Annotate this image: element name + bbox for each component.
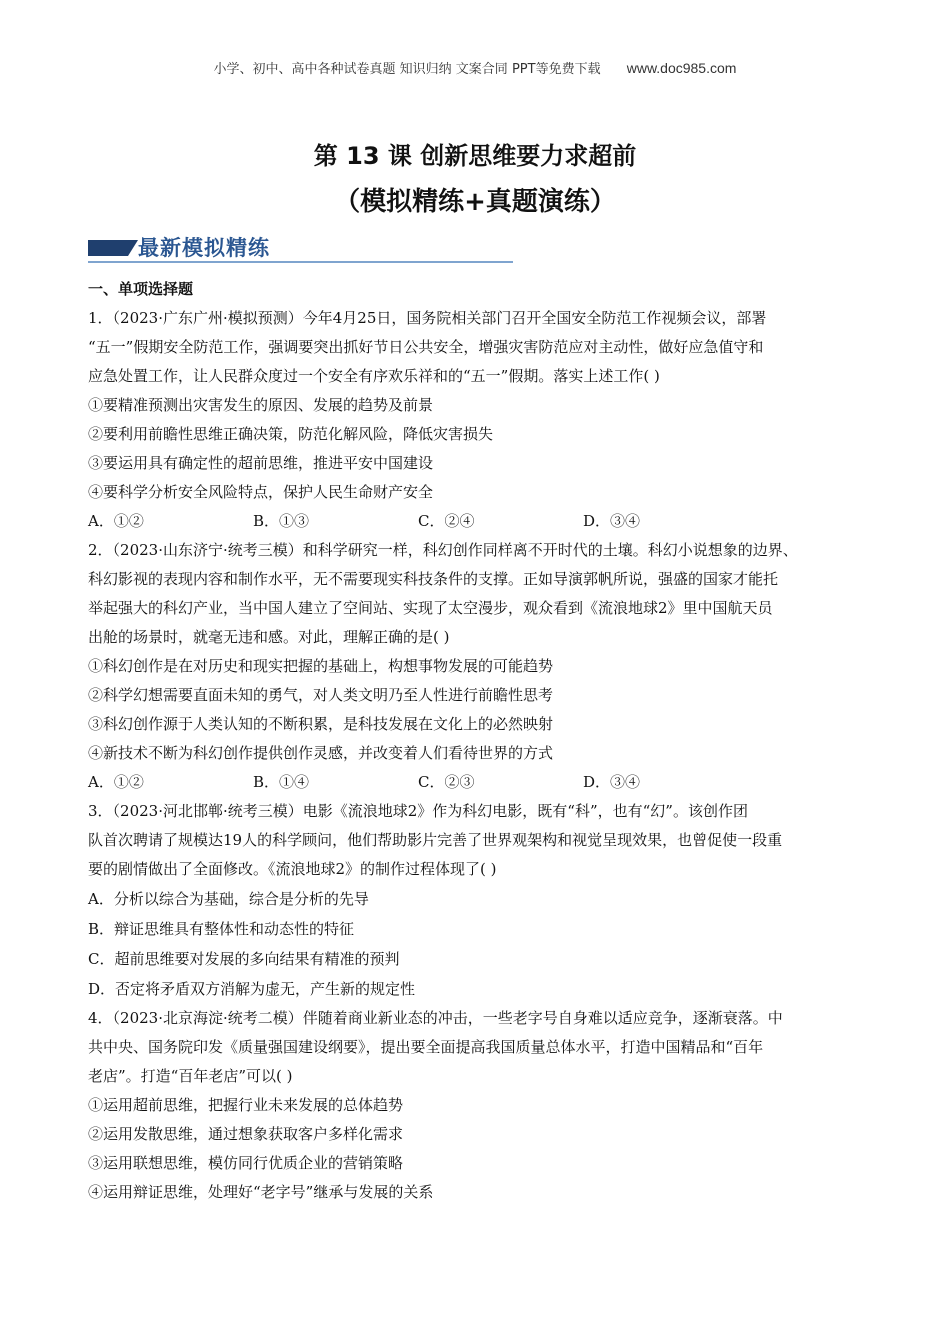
statement-item: ②科学幻想需要直面未知的勇气，对人类文明乃至人性进行前瞻性思考 [88,686,554,704]
option-b[interactable]: B．辩证思维具有整体性和动态性的特征 [88,920,355,938]
section-banner [88,232,513,264]
statement-item: ④要科学分析安全风险特点，保护人民生命财产安全 [88,483,434,501]
question-2 [88,536,868,797]
question-stem-line: 举起强大的科幻产业，当中国人建立了空间站、实现了太空漫步，观众看到《流浪地球2》里中国航天员 [88,599,773,617]
header-site[interactable]: www.doc985.com [626,60,737,76]
option-c[interactable]: C．②③ [418,773,475,791]
option-b[interactable]: B．①④ [253,773,310,791]
page-subtitle: （模拟精练+真题演练） [334,187,616,217]
banner-arrow [128,240,138,256]
question-stem-line: 科幻影视的表现内容和制作水平，无不需要现实科技条件的支撑。正如导演郭帆所说，强盛的国家才能托 [88,570,779,588]
question-stem-line: 1．（2023·广东广州·模拟预测）今年4月25日，国务院相关部门召开全国安全防范工作视频会议，部署 [88,309,767,327]
statement-item: ④运用辩证思维，处理好“老字号”继承与发展的关系 [88,1183,434,1201]
statement-item: ②要利用前瞻性思维正确决策，防范化解风险，降低灾害损失 [88,425,494,443]
page-title: 第 13 课 创新思维要力求超前 [313,142,637,170]
option-a[interactable]: A．①② [88,773,144,791]
banner-bar [88,240,128,256]
answer-options [88,507,868,536]
option-d[interactable]: D．③④ [583,773,641,791]
question-1 [88,304,868,536]
option-c[interactable]: C．②④ [418,512,475,530]
question-list [88,304,868,1207]
banner-label: 最新模拟精练 [138,236,270,260]
question-3 [88,797,868,1004]
option-a[interactable]: A．①② [88,512,144,530]
option-c[interactable]: C．超前思维要对发展的多向结果有精准的预判 [88,950,400,968]
question-stem-line: 应急处置工作，让人民群众度过一个安全有序欢乐祥和的“五一”假期。落实上述工作( ) [88,367,660,385]
question-stem-line: 2．（2023·山东济宁·统考三模）和科学研究一样，科幻创作同样离不开时代的土壤。科幻小说想象的边界、 [88,541,798,559]
statement-item: ③科幻创作源于人类认知的不断积累，是科技发展在文化上的必然映射 [88,715,554,733]
question-stem-line: 3．（2023·河北邯郸·统考三模）电影《流浪地球2》作为科幻电影，既有“科”，也有“幻”。该创作团 [88,802,748,820]
header-text: 小学、初中、高中各种试卷真题 知识归纳 文案合同 PPT等免费下载 [213,62,601,77]
answer-options [88,768,868,797]
question-stem-line: 队首次聘请了规模达19人的科学顾问，他们帮助影片完善了世界观架构和视觉呈现效果，也曾促使一段重 [88,831,783,849]
statement-item: ①科幻创作是在对历史和现实把握的基础上，构想事物发展的可能趋势 [88,657,554,675]
statement-item: ④新技术不断为科幻创作提供创作灵感，并改变着人们看待世界的方式 [88,744,554,762]
statement-item: ②运用发散思维，通过想象获取客户多样化需求 [88,1125,404,1143]
statement-item: ①运用超前思维，把握行业未来发展的总体趋势 [88,1096,404,1114]
banner-underline [88,261,513,263]
question-stem-line: 4．（2023·北京海淀·统考二模）伴随着商业新业态的冲击，一些老字号自身难以适应竞争，逐渐衰落。中 [88,1009,783,1027]
option-a[interactable]: A．分析以综合为基础，综合是分析的先导 [88,890,369,908]
statement-item: ①要精准预测出灾害发生的原因、发展的趋势及前景 [88,396,434,414]
question-stem-line: 共中央、国务院印发《质量强国建设纲要》，提出要全面提高我国质量总体水平，打造中国精品和“百年 [88,1038,764,1056]
option-b[interactable]: B．①③ [253,512,310,530]
statement-item: ③要运用具有确定性的超前思维，推进平安中国建设 [88,454,434,472]
section-heading: 一、单项选择题 [88,280,194,298]
question-4 [88,1004,868,1207]
question-stem-line: “五一”假期安全防范工作，强调要突出抓好节日公共安全，增强灾害防范应对主动性，做好应急值守和 [88,338,764,356]
option-d[interactable]: D．否定将矛盾双方消解为虚无，产生新的规定性 [88,980,416,998]
question-stem-line: 要的剧情做出了全面修改。《流浪地球2》的制作过程体现了( ) [88,860,497,878]
option-d[interactable]: D．③④ [583,512,641,530]
question-stem-line: 出舱的场景时，就毫无违和感。对此，理解正确的是( ) [88,628,450,646]
page-header [0,58,950,77]
question-stem-line: 老店”。打造“百年老店”可以( ) [88,1067,293,1085]
statement-item: ③运用联想思维，模仿同行优质企业的营销策略 [88,1154,404,1172]
